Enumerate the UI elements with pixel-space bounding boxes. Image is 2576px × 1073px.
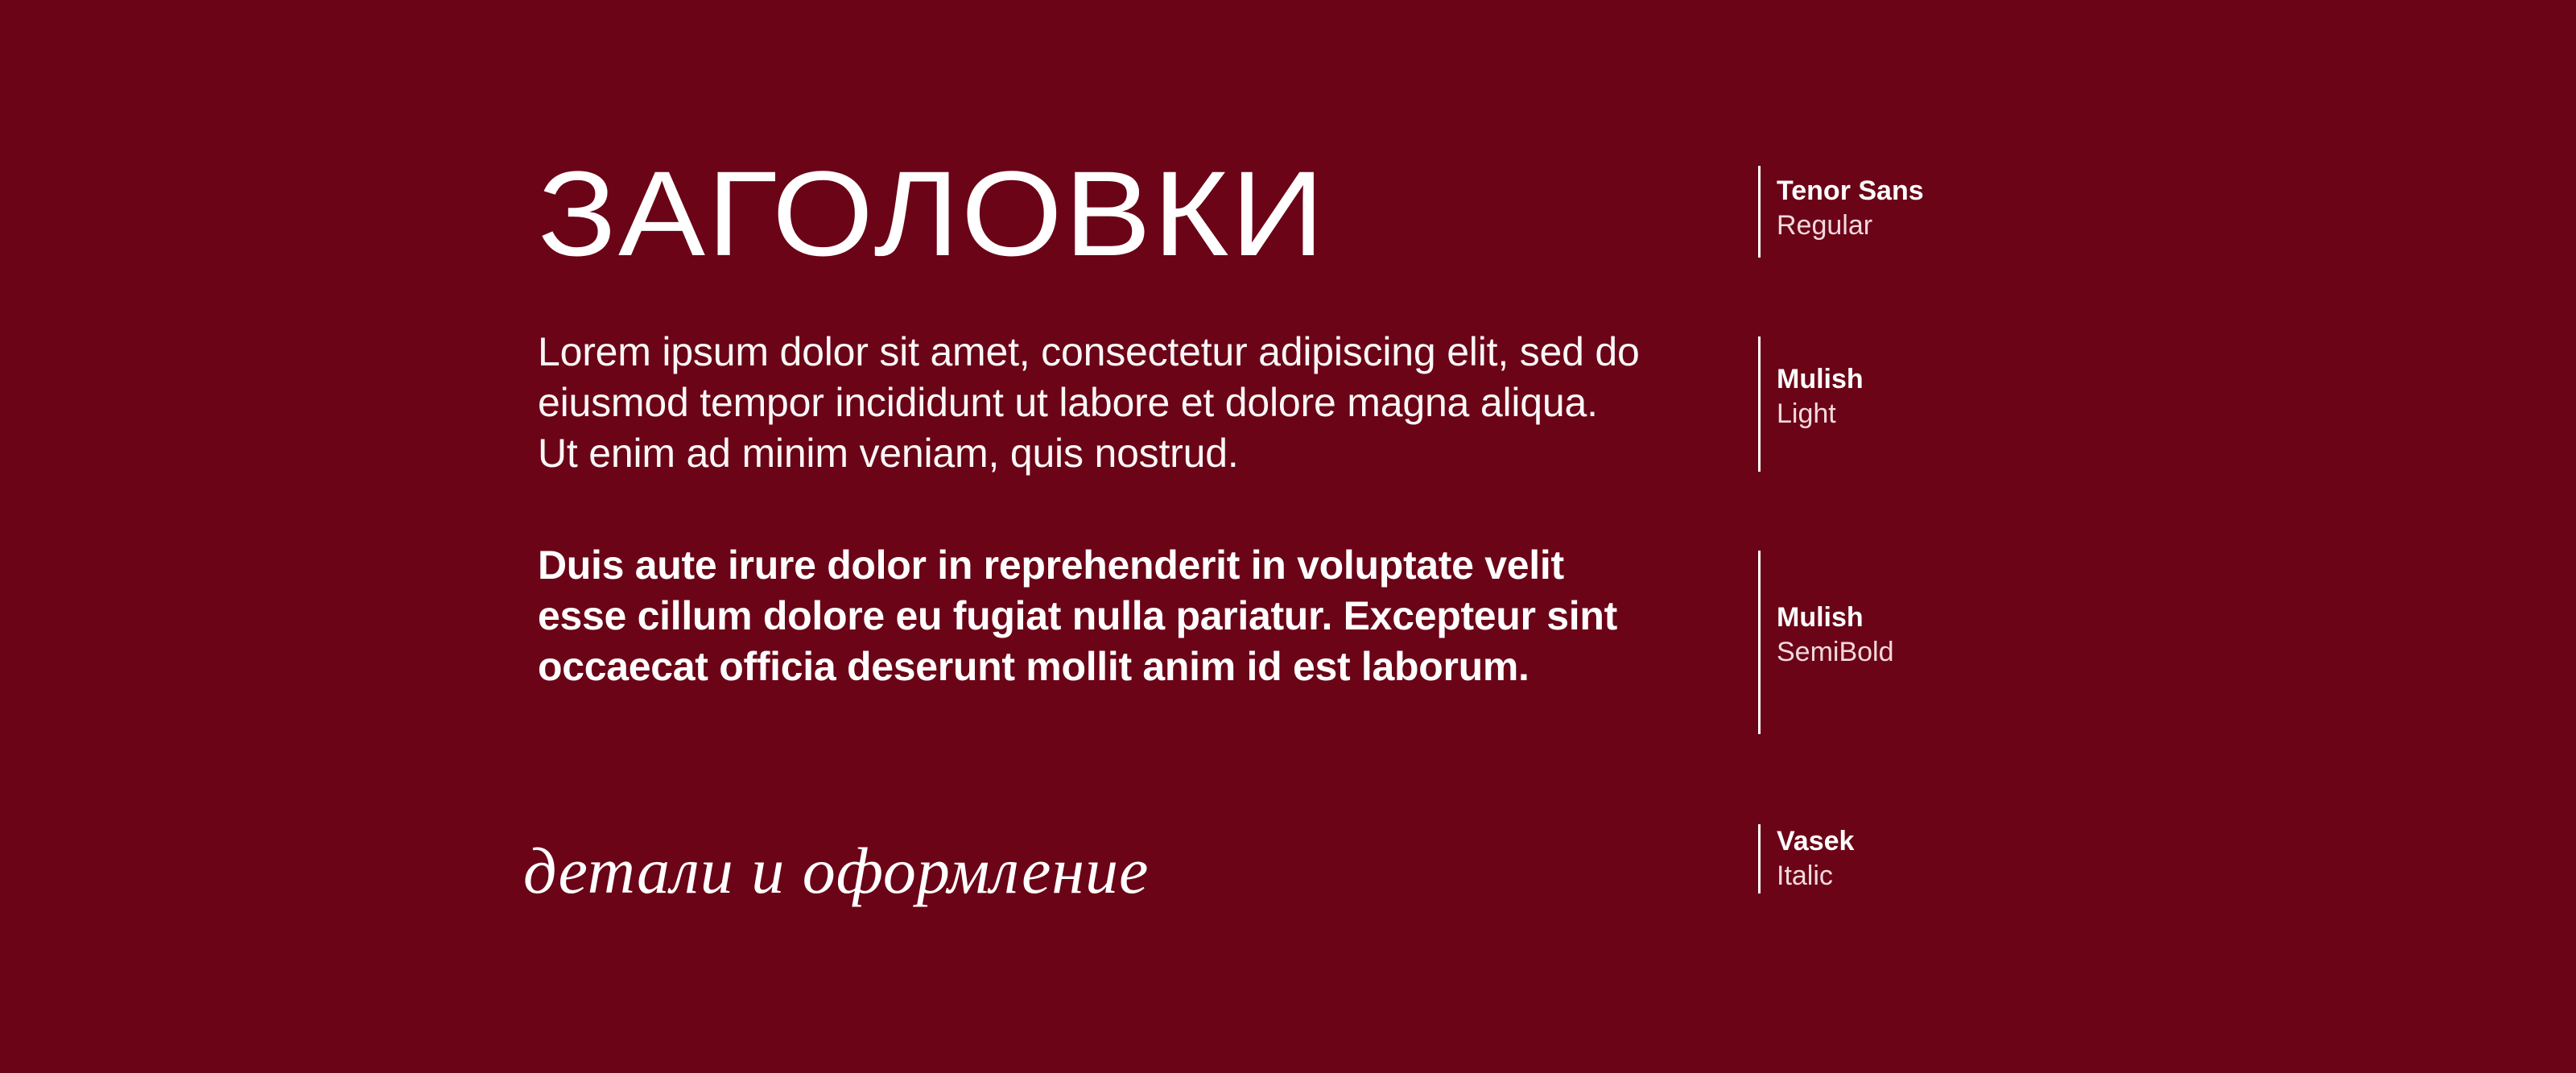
font-style: Regular [1777,210,1873,241]
body-light-sample: Lorem ipsum dolor sit amet, consectetur adipiscing elit, sed do eiusmod tempor incididunt ut labore et dolore magna aliqua. Ut enim ad minim veniam, quis nostrud. [538,329,1640,476]
font-style: SemiBold [1777,637,1894,667]
font-label-body-light [1758,336,1864,472]
font-label-script [1758,824,1854,893]
font-name: Tenor Sans [1777,175,1924,206]
font-name: Vasek [1777,826,1855,856]
font-label-heading [1758,166,1924,258]
body-semibold-sample: Duis aute irure dolor in reprehenderit in voluptate velit esse cillum dolore eu fugiat nulla pariatur. Excepteur sint occaecat officia deserunt mollit anim id est laborum. [538,543,1617,689]
heading-sample: ЗАГОЛОВКИ [538,146,1327,281]
script-sample: детали и оформление [523,834,1150,907]
font-name: Mulish [1777,602,1864,633]
font-name: Mulish [1777,364,1864,394]
font-label-body-semibold [1758,551,1894,734]
font-style: Light [1777,398,1836,429]
font-style: Italic [1777,860,1833,891]
